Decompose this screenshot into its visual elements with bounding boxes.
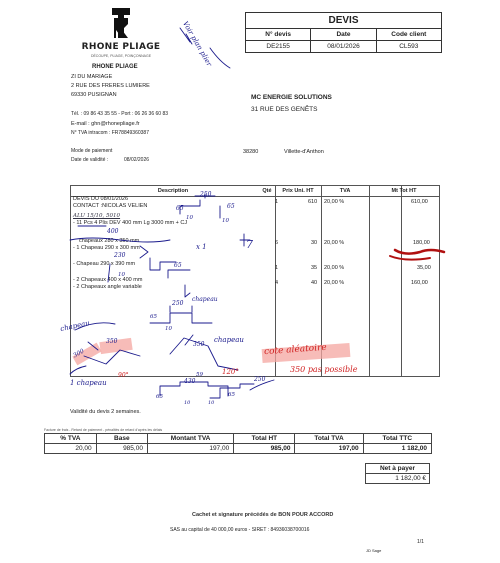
line-desc: CONTACT :NICOLAS VELIEN xyxy=(73,203,148,209)
line-tva: 20,00 % xyxy=(324,265,345,271)
handwriting-note: 59 xyxy=(196,372,203,378)
totals-value: 20,00 xyxy=(45,444,97,454)
company-name: RHONE PLIAGE xyxy=(92,64,138,70)
header-unit-price: Prix Uni. HT xyxy=(282,188,314,194)
line-desc: - 11 Pcs 4 Plis DEV 400 mm Lg 3000 mm + CJ xyxy=(73,220,188,226)
handwriting-note: 300 xyxy=(72,347,86,360)
header-qty: Qté xyxy=(262,188,272,194)
client-name: MC ENERGIE SOLUTIONS xyxy=(251,94,332,101)
line-unit-price: 30 xyxy=(311,240,318,246)
payment-mode: Mode de paiement xyxy=(71,148,113,154)
handwriting-note: 350 xyxy=(193,341,205,348)
handwriting-note: 400 xyxy=(107,228,119,235)
handwriting-note: 65 xyxy=(176,205,184,212)
line-desc: - 2 Chapeaux 400 x 400 mm xyxy=(73,277,143,283)
handwriting-note: Voir plan plier xyxy=(181,20,214,68)
header-description: Description xyxy=(157,188,189,194)
client-postcode: 38280 xyxy=(243,149,259,155)
validity-label: Date de validité : xyxy=(71,157,109,163)
net-to-pay-value: 1 182,00 € xyxy=(395,475,426,482)
line-total: 180,00 xyxy=(413,240,430,246)
handwriting-note: 65 xyxy=(174,262,182,269)
handwriting-note: 65 xyxy=(228,392,235,398)
handwriting-note: 250 xyxy=(254,376,266,383)
handwriting-note: 1 chapeau xyxy=(70,379,107,387)
line-unit-price: 40 xyxy=(311,280,318,286)
company-email: E-mail : ghn@rhonepliage.fr xyxy=(71,121,140,127)
page-number: 1/1 xyxy=(417,539,424,545)
company-tva: N° TVA intracom : FR78849360387 xyxy=(71,130,149,136)
client-city: Villette-d'Anthon xyxy=(284,149,324,155)
header-tva: TVA xyxy=(339,188,351,194)
handwriting-note: cote aléatoire xyxy=(263,342,328,358)
legal-note: SAS au capital de 40 000,00 euros - SIRET : 84936038700016 xyxy=(170,527,310,533)
line-unit-price: 35 xyxy=(311,265,318,271)
handwriting-note: 250 xyxy=(200,191,212,198)
devis-date-header: Date xyxy=(311,29,376,41)
handwriting-note: 65 xyxy=(150,314,157,320)
net-to-pay-box xyxy=(365,463,430,484)
handwriting-note: 10 xyxy=(222,218,229,224)
totals-header: Montant TVA xyxy=(147,434,233,444)
line-total: 610,00 xyxy=(411,199,428,205)
line-qty: 4 xyxy=(275,280,279,286)
handwriting-note: 7 xyxy=(246,238,253,251)
company-phone: Tél. : 09 86 43 35 55 - Port : 06 26 36 60 83 xyxy=(71,111,169,117)
line-tva: 20,00 % xyxy=(324,280,345,286)
totals-value: 985,00 xyxy=(96,444,147,454)
handwriting-note: 10 xyxy=(208,400,215,406)
handwriting-note: 430 xyxy=(184,378,196,385)
handwriting-note: 350 xyxy=(106,338,118,345)
signature-note: Cachet et signature précédés de BON POUR ACCORD xyxy=(192,512,334,518)
line-desc: - 1 Chapeau 290 x 300 mm xyxy=(73,245,140,251)
line-desc: DEVIS DU 08/01/2026 xyxy=(73,196,129,202)
handwriting-note: chapeau xyxy=(214,336,244,344)
handwriting-note: chapeau xyxy=(59,318,91,334)
totals-value: 197,00 xyxy=(147,444,233,454)
line-desc: ALU 15/10, 5010 xyxy=(73,213,121,219)
handwriting-note: 65 xyxy=(227,203,235,210)
handwriting-note: 65 xyxy=(156,394,163,400)
company-city: 69330 PUSIGNAN xyxy=(71,92,117,98)
line-desc: - Chapeau 290 x 390 mm xyxy=(73,261,136,267)
devis-num: DE2155 xyxy=(246,41,311,52)
devis-client-header: Code client xyxy=(377,29,441,41)
line-total: 35,00 xyxy=(417,265,431,271)
handwriting-note: chapeau xyxy=(192,296,218,303)
handwriting-note: 10 xyxy=(184,400,191,406)
devis-date: 08/01/2026 xyxy=(311,41,376,52)
company-address2: 2 RUE DES FRERES LUMIERE xyxy=(71,83,150,89)
line-qty: 1 xyxy=(275,199,279,205)
totals-header: % TVA xyxy=(45,434,97,444)
handwriting-note: 90° xyxy=(118,372,129,379)
handwriting-note: x 1 xyxy=(196,243,207,251)
devis-title: DEVIS xyxy=(246,13,441,29)
totals-header: Base xyxy=(96,434,147,444)
header-total: Mt Tot HT xyxy=(391,188,417,194)
line-qty: 6 xyxy=(275,240,279,246)
logo-text: RHONE PLIAGE xyxy=(81,42,161,52)
net-to-pay-label: Net à payer xyxy=(366,464,429,474)
handwriting-note: 10 xyxy=(118,272,125,278)
line-total: 160,00 xyxy=(411,280,428,286)
totals-value: 197,00 xyxy=(295,444,363,454)
penalty-note: Facture de frais - Retard de paiement - pénalités de retard d'après les délais xyxy=(44,428,163,432)
handwriting-note: 350 pas possible xyxy=(290,365,358,374)
devis-client-code: CL593 xyxy=(399,43,419,50)
totals-header: Total TVA xyxy=(295,434,363,444)
line-tva: 20,00 % xyxy=(324,240,345,246)
totals-header: Total TTC xyxy=(363,434,431,444)
handwriting-note: 10 xyxy=(165,326,172,332)
validity-note: Validité du devis 2 semaines. xyxy=(70,409,141,415)
handwriting-note: 230 xyxy=(114,252,126,259)
company-address1: ZI DU MARIAGE xyxy=(71,74,113,80)
line-desc: - 2 Chapeaux angle variable xyxy=(73,284,142,290)
totals-value: 1 182,00 xyxy=(363,444,431,454)
totals-value: 985,00 xyxy=(234,444,295,454)
handwriting-note: 250 xyxy=(172,300,184,307)
line-tva: 20,00 % xyxy=(324,199,345,205)
handwriting-note: 10 xyxy=(186,215,193,221)
devis-num-header: N° devis xyxy=(246,29,311,41)
logo-tagline: DÉCOUPE, PLIAGE, POINÇONNAGE xyxy=(90,54,152,58)
line-qty: 1 xyxy=(275,265,279,271)
software-stamp: JD Sage xyxy=(366,548,382,553)
validity-date: 08/02/2026 xyxy=(124,157,150,163)
line-desc: chapeaux 280 x 350 mm xyxy=(79,238,140,244)
line-unit-price: 610 xyxy=(308,199,318,205)
client-street: 31 RUE DES GENÊTS xyxy=(251,106,318,113)
handwriting-note: 120° xyxy=(222,368,239,376)
totals-header: Total HT xyxy=(234,434,295,444)
totals-table xyxy=(44,433,432,454)
